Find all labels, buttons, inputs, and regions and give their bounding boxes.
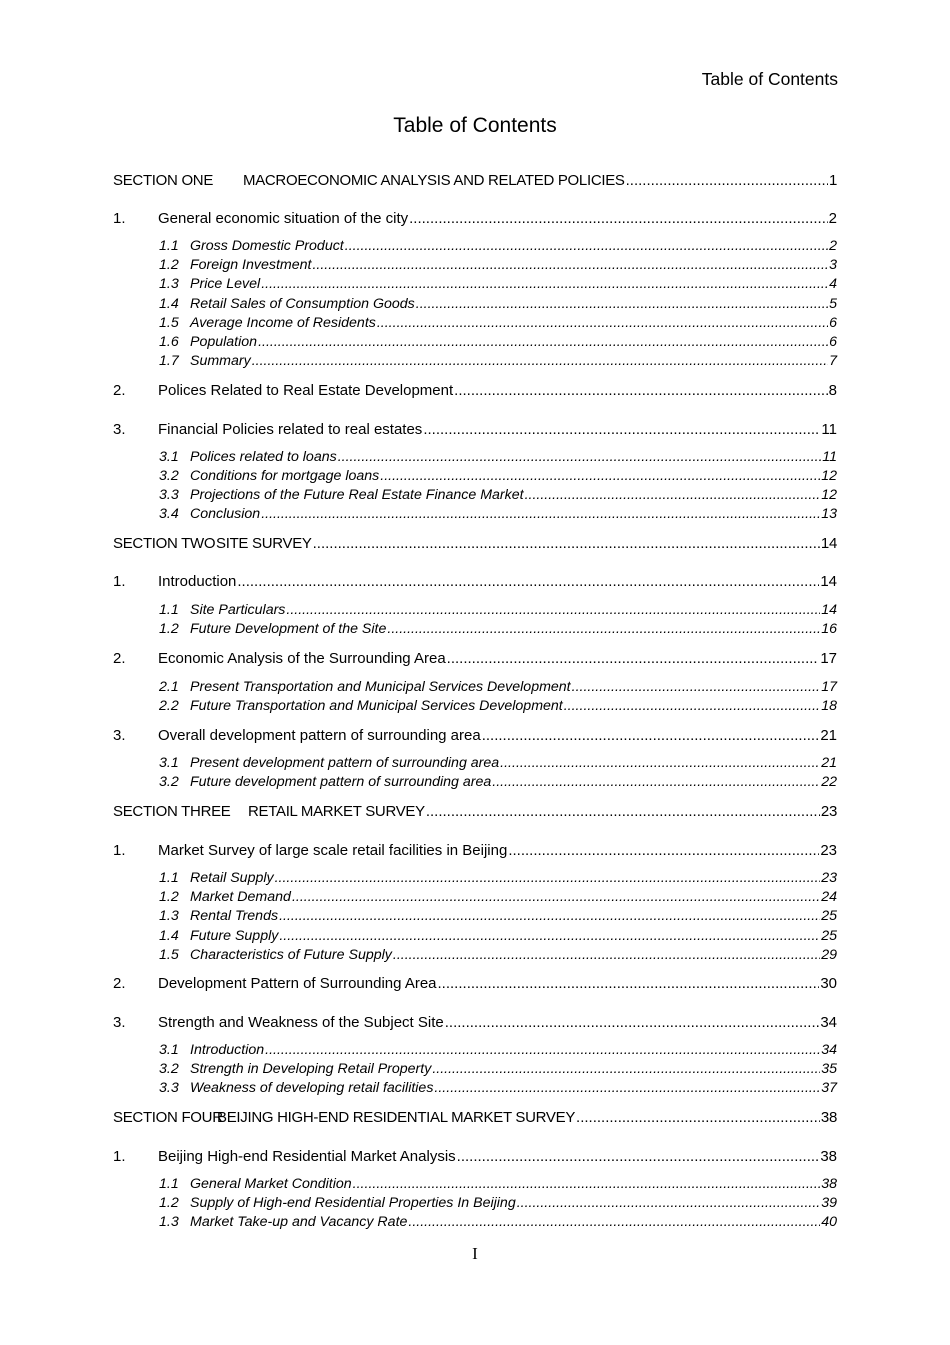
running-header: Table of Contents — [701, 69, 838, 89]
dot-leader — [258, 334, 828, 350]
toc-entry-title: Weakness of developing retail facilities — [190, 1080, 434, 1096]
toc-entry-title: Population — [190, 334, 258, 350]
dot-leader — [353, 1176, 821, 1192]
toc-entry-title: Polices Related to Real Estate Development — [158, 382, 454, 399]
toc-entry-item — [113, 1014, 837, 1034]
dot-leader — [252, 353, 828, 369]
toc-entry-sub — [159, 1080, 837, 1100]
toc-entry-page: 23 — [821, 870, 837, 886]
toc-entry-sub — [159, 947, 837, 967]
toc-entry-title: Financial Policies related to real estates — [158, 421, 423, 438]
toc-entry-number: 1.5 — [159, 947, 179, 963]
toc-entry-sub — [159, 1176, 837, 1196]
toc-entry-section — [113, 1109, 837, 1129]
toc-entry-title: RETAIL MARKET SURVEY — [248, 803, 425, 820]
dot-leader — [265, 1042, 820, 1058]
toc-entry-number: 1.2 — [159, 257, 179, 273]
toc-entry-page: 11 — [821, 421, 837, 438]
dot-leader — [564, 698, 820, 714]
toc-entry-section — [113, 535, 837, 555]
toc-entry-title: Strength and Weakness of the Subject Site — [158, 1014, 444, 1031]
toc-entry-number: 1. — [113, 210, 126, 227]
dot-leader — [408, 1214, 820, 1230]
toc-entry-item — [113, 210, 837, 230]
toc-entry-item — [113, 1148, 837, 1168]
toc-entry-title: Price Level — [190, 276, 261, 292]
toc-entry-number: 3. — [113, 421, 126, 438]
toc-entry-sub — [159, 1061, 837, 1081]
toc-entry-number: 1.2 — [159, 1195, 179, 1211]
toc-entry-sub — [159, 602, 837, 622]
dot-leader — [409, 210, 828, 227]
toc-entry-page: 16 — [821, 621, 837, 637]
toc-entry-number: 1.4 — [159, 296, 179, 312]
toc-entry-number: 1. — [113, 573, 126, 590]
toc-entry-title: BEIJING HIGH-END RESIDENTIAL MARKET SURVEY — [217, 1109, 576, 1126]
dot-leader — [312, 257, 828, 273]
dot-leader — [517, 1195, 821, 1211]
toc-entry-page: 14 — [820, 535, 837, 552]
toc-entry-number: 1. — [113, 842, 126, 859]
toc-entry-item — [113, 727, 837, 747]
toc-entry-section — [113, 803, 837, 823]
dot-leader — [457, 1148, 820, 1165]
toc-entry-number: 1.1 — [159, 602, 179, 618]
dot-leader — [572, 679, 821, 695]
page-title: Table of Contents — [393, 114, 557, 137]
toc-entry-page: 39 — [821, 1195, 837, 1211]
toc-entry-title: General economic situation of the city — [158, 210, 409, 227]
toc-entry-title: MACROECONOMIC ANALYSIS AND RELATED POLICIES — [243, 172, 625, 189]
toc-entry-page: 38 — [821, 1176, 837, 1192]
toc-entry-title: Market Demand — [190, 889, 291, 905]
toc-entry-number: 1.3 — [159, 908, 179, 924]
toc-entry-number: 1.1 — [159, 1176, 179, 1192]
dot-leader — [393, 947, 820, 963]
toc-entry-title: Future Development of the Site — [190, 621, 387, 637]
dot-leader — [445, 1014, 820, 1031]
toc-entry-number: SECTION TWO — [113, 535, 216, 552]
toc-entry-page: 25 — [821, 908, 837, 924]
toc-entry-page: 34 — [820, 1014, 837, 1031]
toc-entry-sub — [159, 889, 837, 909]
toc-entry-section — [113, 172, 837, 192]
toc-entry-page: 7 — [829, 353, 837, 369]
toc-entry-page: 18 — [821, 698, 837, 714]
dot-leader — [345, 238, 828, 254]
dot-leader — [279, 908, 820, 924]
toc-entry-number: 3.2 — [159, 774, 179, 790]
toc-entry-page: 2 — [828, 210, 837, 227]
dot-leader — [387, 621, 820, 637]
toc-entry-number: 3. — [113, 727, 126, 744]
dot-leader — [426, 803, 820, 820]
toc-entry-number: 3.1 — [159, 1042, 179, 1058]
toc-entry-title: Future development pattern of surrounding area — [190, 774, 492, 790]
toc-entry-title: Foreign Investment — [190, 257, 312, 273]
dot-leader — [313, 535, 820, 552]
toc-entry-title: Overall development pattern of surrounding area — [158, 727, 481, 744]
toc-entry-item — [113, 842, 837, 862]
toc-entry-title: Supply of High-end Residential Properties In Beijing — [190, 1195, 516, 1211]
toc-entry-number: 1.4 — [159, 928, 179, 944]
toc-entry-page: 21 — [820, 727, 837, 744]
toc-entry-title: Development Pattern of Surrounding Area — [158, 975, 437, 992]
dot-leader — [286, 602, 820, 618]
toc-entry-number: 1.3 — [159, 1214, 179, 1230]
toc-entry-page: 6 — [829, 315, 837, 331]
toc-entry-item — [113, 975, 837, 995]
dot-leader — [423, 421, 820, 438]
dot-leader — [237, 573, 819, 590]
toc-entry-page: 23 — [820, 842, 837, 859]
toc-entry-title: Strength in Developing Retail Property — [190, 1061, 432, 1077]
toc-entry-number: SECTION ONE — [113, 172, 214, 189]
toc-entry-sub — [159, 257, 837, 277]
toc-entry-number: 2.2 — [159, 698, 179, 714]
toc-entry-title: SITE SURVEY — [216, 535, 312, 552]
toc-entry-title: Projections of the Future Real Estate Finance Market — [190, 487, 524, 503]
dot-leader — [447, 650, 820, 667]
toc-entry-number: 1. — [113, 1148, 126, 1165]
toc-entry-number: 3.2 — [159, 1061, 179, 1077]
toc-entry-page: 29 — [821, 947, 837, 963]
toc-entry-page: 12 — [821, 487, 837, 503]
toc-entry-number: 3.3 — [159, 1080, 179, 1096]
toc-entry-title: Retail Supply — [190, 870, 274, 886]
toc-entry-title: Polices related to loans — [190, 449, 337, 465]
toc-entry-page: 3 — [829, 257, 837, 273]
toc-entry-number: 3.1 — [159, 449, 179, 465]
toc-entry-title: Conditions for mortgage loans — [190, 468, 380, 484]
toc-entry-title: Market Survey of large scale retail facilities in Beijing — [158, 842, 508, 859]
toc-entry-title: Gross Domestic Product — [190, 238, 344, 254]
toc-entry-page: 6 — [829, 334, 837, 350]
toc-entry-number: 1.1 — [159, 238, 179, 254]
toc-entry-sub — [159, 1195, 837, 1215]
toc-entry-sub — [159, 679, 837, 699]
toc-entry-page: 37 — [821, 1080, 837, 1096]
toc-entry-page: 13 — [821, 506, 837, 522]
dot-leader — [434, 1080, 820, 1096]
toc-entry-title: Introduction — [190, 1042, 265, 1058]
toc-entry-page: 25 — [821, 928, 837, 944]
toc-entry-sub — [159, 621, 837, 641]
toc-entry-sub — [159, 296, 837, 316]
toc-entry-page: 14 — [821, 602, 837, 618]
toc-entry-number: 1.3 — [159, 276, 179, 292]
toc-entry-sub — [159, 1214, 837, 1234]
toc-entry-item — [113, 382, 837, 402]
toc-entry-title: Conclusion — [190, 506, 261, 522]
toc-entry-title: Rental Trends — [190, 908, 279, 924]
dot-leader — [261, 506, 820, 522]
dot-leader — [500, 755, 820, 771]
dot-leader — [508, 842, 819, 859]
toc-entry-page: 17 — [820, 650, 837, 667]
toc-entry-sub — [159, 698, 837, 718]
toc-entry-page: 17 — [821, 679, 837, 695]
toc-entry-title: Retail Sales of Consumption Goods — [190, 296, 415, 312]
dot-leader — [438, 975, 820, 992]
toc-entry-page: 34 — [821, 1042, 837, 1058]
toc-entry-number: 3. — [113, 1014, 126, 1031]
toc-entry-title: Future Supply — [190, 928, 279, 944]
toc-entry-number: 2. — [113, 650, 126, 667]
toc-entry-title: Future Transportation and Municipal Services Development — [190, 698, 563, 714]
toc-entry-title: Market Take-up and Vacancy Rate — [190, 1214, 408, 1230]
toc-entry-page: 14 — [820, 573, 837, 590]
dot-leader — [576, 1109, 820, 1126]
toc-entry-page: 24 — [821, 889, 837, 905]
toc-entry-page: 8 — [828, 382, 837, 399]
toc-entry-sub — [159, 276, 837, 296]
toc-entry-title: Summary — [190, 353, 251, 369]
dot-leader — [279, 928, 820, 944]
toc-entry-title: Present development pattern of surrounding area — [190, 755, 500, 771]
dot-leader — [377, 315, 828, 331]
dot-leader — [525, 487, 821, 503]
toc-entry-number: 2. — [113, 975, 126, 992]
toc-entry-number: 1.5 — [159, 315, 179, 331]
toc-entry-page: 38 — [820, 1148, 837, 1165]
toc-entry-number: 3.2 — [159, 468, 179, 484]
toc-entry-number: 3.4 — [159, 506, 179, 522]
toc-entry-number: 1.6 — [159, 334, 179, 350]
toc-entry-number: 1.2 — [159, 889, 179, 905]
toc-entry-page: 4 — [829, 276, 837, 292]
toc-entry-sub — [159, 315, 837, 335]
toc-entry-title: Site Particulars — [190, 602, 286, 618]
toc-entry-sub — [159, 487, 837, 507]
toc-entry-page: 23 — [820, 803, 837, 820]
dot-leader — [432, 1061, 820, 1077]
toc-entry-number: 2.1 — [159, 679, 179, 695]
toc-entry-page: 2 — [829, 238, 837, 254]
toc-entry-page: 30 — [820, 975, 837, 992]
dot-leader — [275, 870, 821, 886]
toc-entry-title: Beijing High-end Residential Market Analysis — [158, 1148, 456, 1165]
toc-entry-sub — [159, 870, 837, 890]
dot-leader — [338, 449, 822, 465]
toc-entry-number: 1.1 — [159, 870, 179, 886]
toc-entry-sub — [159, 506, 837, 526]
toc-entry-item — [113, 421, 837, 441]
page-number: I — [472, 1244, 478, 1263]
toc-entry-number: 2. — [113, 382, 126, 399]
toc-entry-sub — [159, 468, 837, 488]
toc-entry-title: Characteristics of Future Supply — [190, 947, 392, 963]
toc-entry-sub — [159, 774, 837, 794]
toc-entry-title: Economic Analysis of the Surrounding Area — [158, 650, 446, 667]
dot-leader — [482, 727, 820, 744]
dot-leader — [416, 296, 828, 312]
toc-entry-number: 3.1 — [159, 755, 179, 771]
dot-leader — [626, 172, 828, 189]
toc-entry-number: SECTION THREE — [113, 803, 231, 820]
dot-leader — [454, 382, 827, 399]
toc-entry-sub — [159, 353, 837, 373]
toc-entry-page: 12 — [821, 468, 837, 484]
toc-entry-sub — [159, 449, 837, 469]
toc-entry-item — [113, 573, 837, 593]
toc-entry-sub — [159, 755, 837, 775]
dot-leader — [492, 774, 820, 790]
toc-entry-sub — [159, 928, 837, 948]
toc-entry-page: 38 — [820, 1109, 837, 1126]
toc-entry-sub — [159, 334, 837, 354]
toc-entry-number: SECTION FOUR — [113, 1109, 223, 1126]
toc-entry-page: 22 — [821, 774, 837, 790]
toc-entry-page: 5 — [829, 296, 837, 312]
toc-entry-number: 1.2 — [159, 621, 179, 637]
dot-leader — [261, 276, 828, 292]
toc-entry-sub — [159, 908, 837, 928]
toc-entry-page: 1 — [828, 172, 837, 189]
toc-entry-page: 35 — [821, 1061, 837, 1077]
dot-leader — [292, 889, 820, 905]
toc-entry-number: 3.3 — [159, 487, 179, 503]
dot-leader — [380, 468, 820, 484]
toc-entry-number: 1.7 — [159, 353, 179, 369]
toc-entry-item — [113, 650, 837, 670]
toc-entry-page: 11 — [822, 449, 837, 465]
toc-entry-page: 21 — [821, 755, 837, 771]
toc-entry-title: Average Income of Residents — [190, 315, 376, 331]
toc-entry-title: Present Transportation and Municipal Services Development — [190, 679, 571, 695]
toc-entry-page: 40 — [821, 1214, 837, 1230]
toc-entry-title: Introduction — [158, 573, 237, 590]
toc-entry-sub — [159, 238, 837, 258]
toc-entry-title: General Market Condition — [190, 1176, 352, 1192]
toc-entry-sub — [159, 1042, 837, 1062]
